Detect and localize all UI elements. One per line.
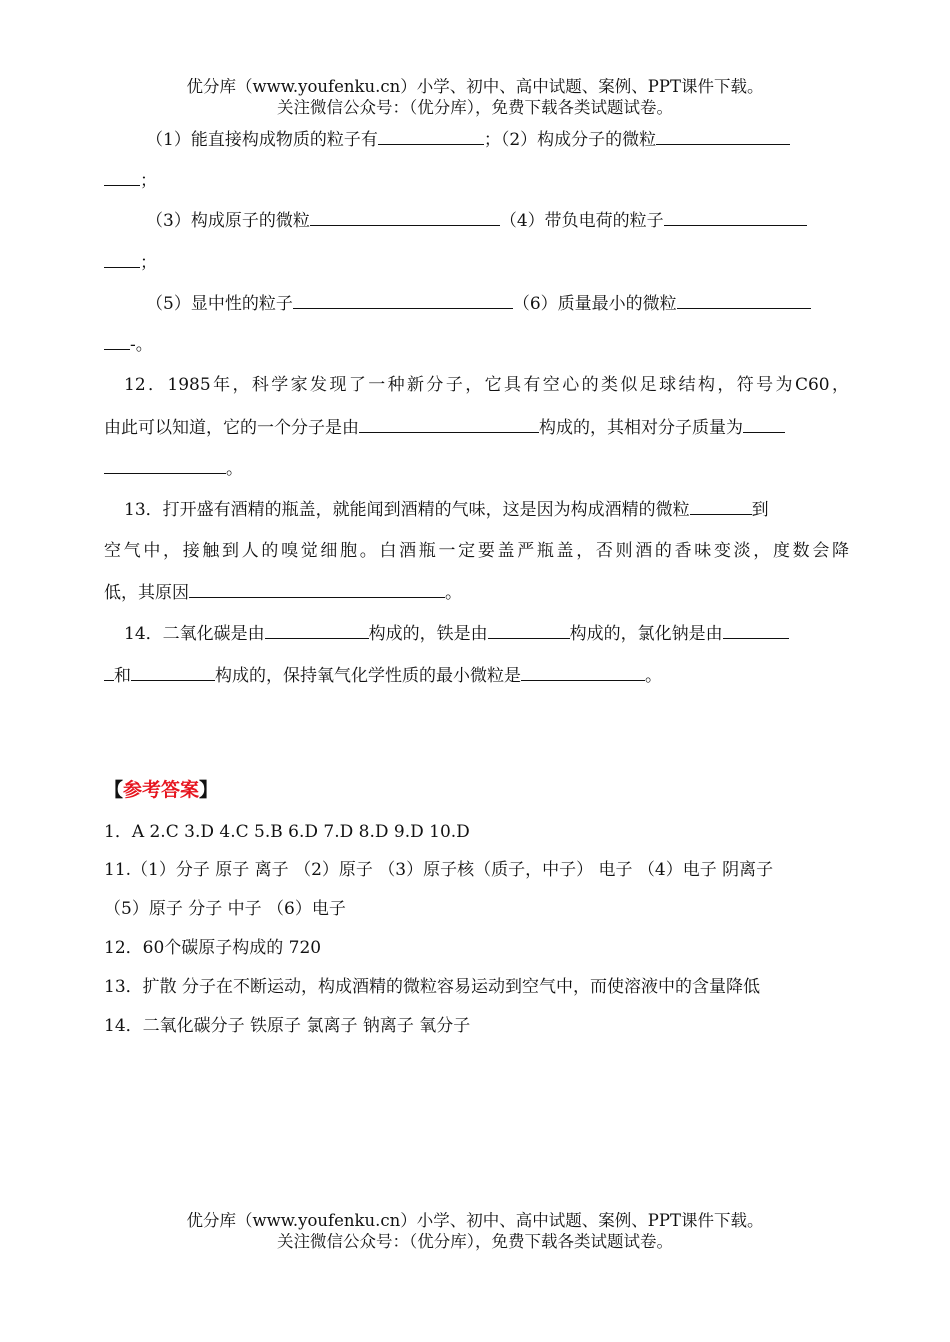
page-footer xyxy=(0,1210,950,1252)
answer-blank[interactable] xyxy=(723,621,789,639)
answer-blank[interactable] xyxy=(189,580,445,598)
answer-blank[interactable] xyxy=(131,663,215,681)
q12-line-2: 由此可以知道，它的一个分子是由 构成的，其相对分子质量为 xyxy=(104,415,849,440)
answer-blank[interactable] xyxy=(378,127,484,145)
answer-line-14: 14．二氧化碳分子 铁原子 氯离子 钠离子 氧分子 xyxy=(104,1016,471,1036)
footer-line-2: 关注微信公众号：（优分库），免费下载各类试题试卷。 xyxy=(277,1232,673,1251)
answer-blank[interactable] xyxy=(293,291,513,309)
q14-line-1: 14．二氧化碳是由 构成的，铁是由 构成的，氯化钠是由 xyxy=(124,621,849,646)
q13-line-2: 空气中，接触到人的嗅觉细胞。白酒瓶一定要盖严瓶盖，否则酒的香味变淡，度数会降 xyxy=(104,541,849,561)
q11-line-4: ； xyxy=(104,250,849,275)
header-line-2: 关注微信公众号：（优分库），免费下载各类试题试卷。 xyxy=(277,98,673,117)
answer-blank[interactable] xyxy=(488,621,570,639)
q11-line-1: （1）能直接构成物质的粒子有 ；（2）构成分子的微粒 xyxy=(146,127,849,152)
answer-blank[interactable] xyxy=(743,415,785,433)
q12-line-3: 。 xyxy=(104,456,849,481)
answer-blank[interactable] xyxy=(521,663,645,681)
answer-line-11b: （5）原子 分子 中子 （6）电子 xyxy=(104,899,346,919)
answer-blank[interactable] xyxy=(656,127,790,145)
answer-blank[interactable] xyxy=(104,456,226,474)
answer-line-13: 13．扩散 分子在不断运动，构成酒精的微粒容易运动到空气中，而使溶液中的含量降低 xyxy=(104,977,761,997)
q14-line-2: 和 构成的，保持氧气化学性质的最小微粒是 。 xyxy=(104,663,849,688)
q11-line-5: （5）显中性的粒子 （6）质量最小的微粒 xyxy=(146,291,849,316)
q13-line-1: 13．打开盛有酒精的瓶盖，就能闻到酒精的气味，这是因为构成酒精的微粒 到 xyxy=(124,497,849,522)
header-line-1: 优分库（www.youfenku.cn）小学、初中、高中试题、案例、PPT课件下载。 xyxy=(186,77,764,96)
answer-line-11: 11.（1）分子 原子 离子 （2）原子 （3）原子核（质子，中子） 电子 （4）电子 阴离子 xyxy=(104,860,774,880)
answer-blank[interactable] xyxy=(104,250,140,268)
q12-line-1: 12．1985年，科学家发现了一种新分子，它具有空心的类似足球结构，符号为C60， xyxy=(124,375,849,395)
answer-blank[interactable] xyxy=(265,621,369,639)
answer-line-12: 12．60个碳原子构成的 720 xyxy=(104,938,322,958)
footer-line-1: 优分库（www.youfenku.cn）小学、初中、高中试题、案例、PPT课件下载。 xyxy=(186,1211,764,1230)
answer-blank[interactable] xyxy=(677,291,811,309)
answer-blank[interactable] xyxy=(104,168,140,186)
answer-line-1: 1．A 2.C 3.D 4.C 5.B 6.D 7.D 8.D 9.D 10.D xyxy=(104,822,470,842)
q11-line-6: -。 xyxy=(104,332,849,357)
answers-heading: 【参考答案】 xyxy=(104,779,219,801)
answer-blank[interactable] xyxy=(690,497,752,515)
q13-line-3: 低，其原因 。 xyxy=(104,580,849,605)
answer-blank[interactable] xyxy=(310,208,500,226)
answer-blank[interactable] xyxy=(359,415,539,433)
q11-line-2: ； xyxy=(104,168,849,193)
page-header xyxy=(0,76,950,118)
q11-line-3: （3）构成原子的微粒 （4）带负电荷的粒子 xyxy=(146,208,849,233)
answer-blank[interactable] xyxy=(104,663,114,681)
answer-blank[interactable] xyxy=(664,208,807,226)
answer-blank[interactable] xyxy=(104,332,130,350)
